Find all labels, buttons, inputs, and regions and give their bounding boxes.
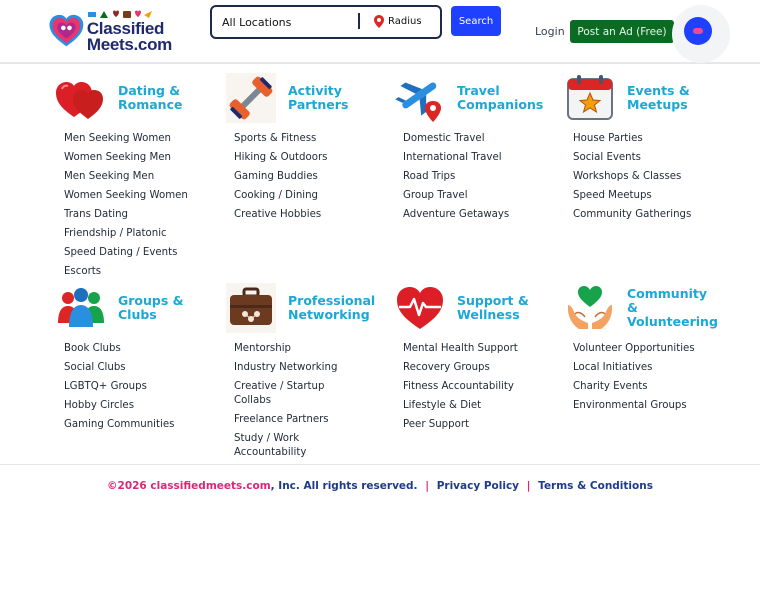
list-item[interactable]: Fitness Accountability bbox=[403, 381, 514, 392]
search-divider bbox=[358, 13, 360, 29]
footer-copyright: ©2026 classifiedmeets.com bbox=[107, 480, 271, 492]
list-item[interactable]: Local Initiatives bbox=[573, 362, 653, 373]
category-title[interactable]: Activity Partners bbox=[288, 83, 349, 112]
list-item[interactable]: Study / Work Accountability bbox=[234, 433, 307, 458]
list-item[interactable]: International Travel bbox=[403, 152, 502, 163]
list-item[interactable]: Trans Dating bbox=[64, 209, 128, 220]
subcategory-list bbox=[565, 132, 735, 222]
list-item[interactable]: Sports & Fitness bbox=[234, 133, 317, 144]
terms-conditions-link[interactable]: Terms & Conditions bbox=[538, 480, 653, 492]
category-support-wellness bbox=[395, 282, 565, 437]
footer-divider bbox=[0, 464, 760, 465]
site-footer bbox=[0, 480, 760, 492]
list-item[interactable]: Women Seeking Women bbox=[64, 190, 188, 201]
category-activity-partners bbox=[226, 72, 396, 227]
category-dating-romance bbox=[56, 72, 226, 284]
logo-word-meets: Meets.com bbox=[86, 35, 172, 54]
post-ad-button[interactable]: Post an Ad (Free) bbox=[570, 20, 674, 43]
category-community-volunteering bbox=[565, 282, 735, 418]
search-button[interactable]: Search bbox=[451, 6, 501, 36]
category-title[interactable]: Dating & Romance bbox=[118, 83, 183, 112]
list-item[interactable]: Mentorship bbox=[234, 343, 291, 354]
list-item[interactable]: House Parties bbox=[573, 133, 643, 144]
hearts-icon bbox=[56, 73, 106, 123]
subcategory-list bbox=[395, 342, 565, 432]
calendar-star-icon bbox=[565, 73, 615, 123]
list-item[interactable]: Charity Events bbox=[573, 381, 648, 392]
location-pin-icon bbox=[374, 15, 384, 28]
list-item[interactable]: Recovery Groups bbox=[403, 362, 490, 373]
hands-heart-icon bbox=[565, 283, 615, 333]
category-title[interactable]: Events & Meetups bbox=[627, 83, 690, 112]
list-item[interactable]: Workshops & Classes bbox=[573, 171, 682, 182]
subcategory-list bbox=[56, 342, 226, 432]
privacy-policy-link[interactable]: Privacy Policy bbox=[436, 480, 520, 492]
people-group-icon bbox=[56, 283, 106, 333]
list-item[interactable]: Social Events bbox=[573, 152, 641, 163]
list-item[interactable]: Gaming Communities bbox=[64, 419, 175, 430]
list-item[interactable]: Hobby Circles bbox=[64, 400, 135, 411]
list-item[interactable]: Peer Support bbox=[403, 419, 470, 430]
user-menu bbox=[672, 5, 730, 63]
list-item[interactable]: Lifestyle & Diet bbox=[403, 400, 482, 411]
logo-heart-icon bbox=[48, 7, 85, 55]
location-input[interactable] bbox=[222, 12, 356, 32]
category-title[interactable]: Travel Companions bbox=[457, 83, 544, 112]
category-title[interactable]: Community & Volunteering bbox=[627, 286, 718, 329]
list-item[interactable]: LGBTQ+ Groups bbox=[64, 381, 147, 392]
list-item[interactable]: Hiking & Outdoors bbox=[234, 152, 328, 163]
list-item[interactable]: Gaming Buddies bbox=[234, 171, 318, 182]
list-item[interactable]: Speed Meetups bbox=[573, 190, 652, 201]
list-item[interactable]: Community Gatherings bbox=[573, 209, 692, 220]
subcategory-list bbox=[395, 132, 565, 222]
list-item[interactable]: Book Clubs bbox=[64, 343, 121, 354]
list-item[interactable]: Women Seeking Men bbox=[64, 152, 172, 163]
list-item[interactable]: Freelance Partners bbox=[234, 414, 329, 425]
category-title[interactable]: Professional Networking bbox=[288, 293, 376, 322]
airplane-pin-icon bbox=[395, 73, 445, 123]
footer-separator: | bbox=[425, 480, 430, 492]
site-header bbox=[0, 0, 760, 64]
list-item[interactable]: Group Travel bbox=[403, 190, 468, 201]
list-item[interactable]: Social Clubs bbox=[64, 362, 126, 373]
category-events-meetups bbox=[565, 72, 735, 227]
list-item[interactable]: Men Seeking Men bbox=[64, 171, 155, 182]
site-logo[interactable] bbox=[48, 6, 172, 56]
logo-word-classified: Classified bbox=[86, 19, 165, 38]
category-title[interactable]: Support & Wellness bbox=[457, 293, 529, 322]
radius-select[interactable] bbox=[374, 15, 422, 28]
list-item[interactable]: Creative Hobbies bbox=[234, 209, 322, 220]
list-item[interactable]: Friendship / Platonic bbox=[64, 228, 167, 239]
list-item[interactable]: Men Seeking Women bbox=[64, 133, 172, 144]
list-item[interactable]: Volunteer Opportunities bbox=[573, 343, 695, 354]
category-groups-clubs bbox=[56, 282, 226, 437]
footer-separator: | bbox=[526, 480, 531, 492]
category-title[interactable]: Groups & Clubs bbox=[118, 293, 184, 322]
list-item[interactable]: Domestic Travel bbox=[403, 133, 485, 144]
category-travel-companions bbox=[395, 72, 565, 227]
list-item[interactable]: Industry Networking bbox=[234, 362, 338, 373]
category-professional-networking bbox=[226, 282, 396, 465]
briefcase-icon bbox=[226, 283, 276, 333]
footer-rights: , Inc. All rights reserved. bbox=[270, 480, 418, 492]
radius-label: Radius bbox=[388, 16, 422, 27]
list-item[interactable]: Mental Health Support bbox=[403, 343, 518, 354]
subcategory-list bbox=[226, 132, 396, 222]
list-item[interactable]: Road Trips bbox=[403, 171, 456, 182]
list-item[interactable]: Adventure Getaways bbox=[403, 209, 510, 220]
list-item[interactable]: Escorts bbox=[64, 266, 102, 277]
subcategory-list bbox=[56, 132, 226, 279]
search-bar bbox=[210, 5, 442, 39]
subcategory-list bbox=[565, 342, 735, 413]
avatar[interactable] bbox=[684, 17, 712, 45]
list-item[interactable]: Cooking / Dining bbox=[234, 190, 319, 201]
dumbbell-icon bbox=[226, 73, 276, 123]
heartbeat-icon bbox=[395, 283, 445, 333]
list-item[interactable]: Creative / Startup Collabs bbox=[234, 381, 325, 406]
list-item[interactable]: Speed Dating / Events bbox=[64, 247, 178, 258]
subcategory-list bbox=[226, 342, 396, 460]
chat-bubble-icon bbox=[693, 28, 703, 34]
login-link[interactable]: Login bbox=[535, 25, 565, 38]
list-item[interactable]: Environmental Groups bbox=[573, 400, 687, 411]
